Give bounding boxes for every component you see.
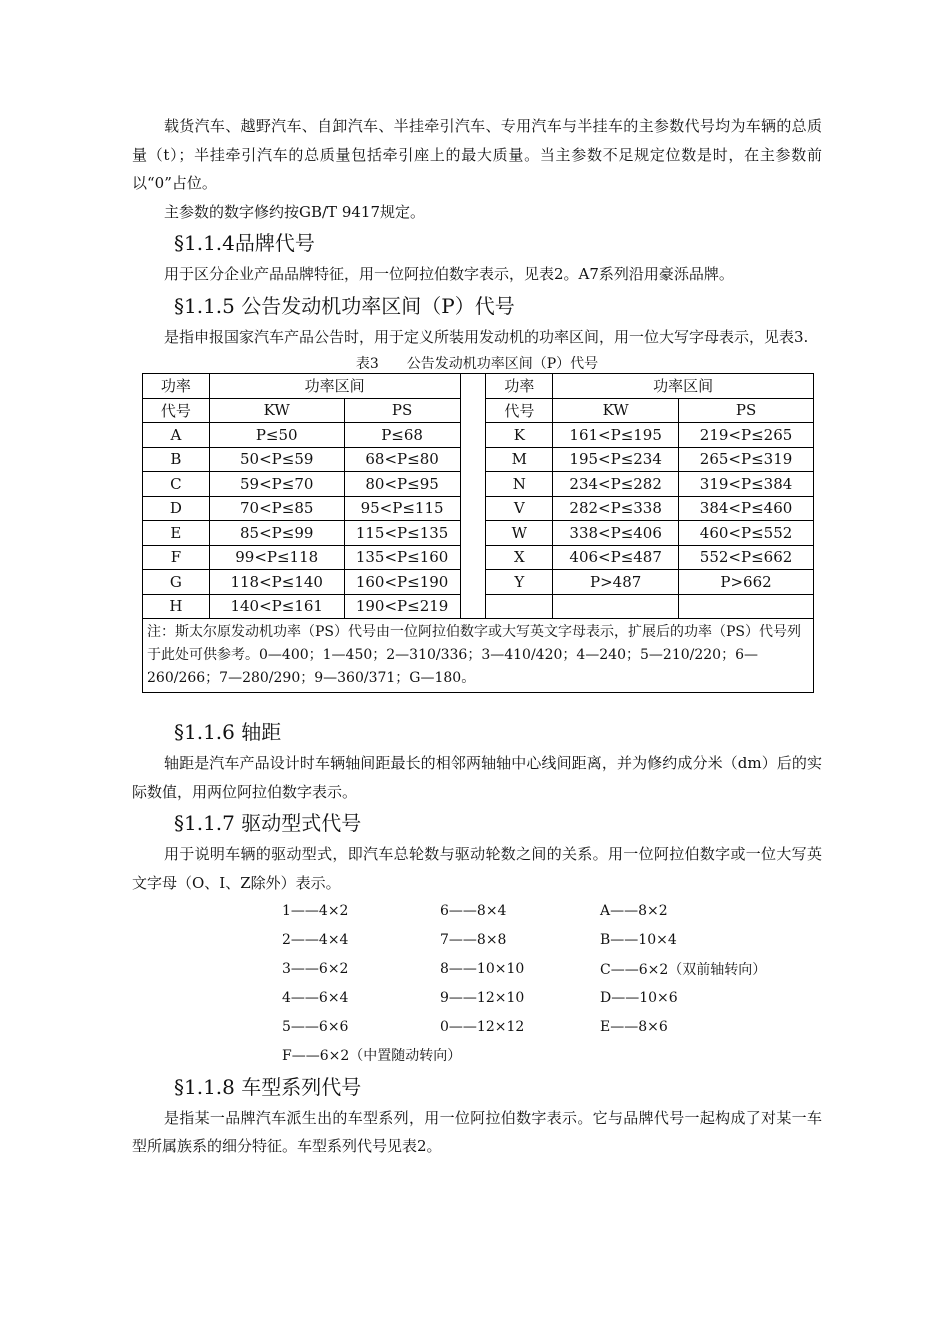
cell-ps: 319<P≤384	[679, 472, 814, 497]
drive-code: 1——4×2	[282, 903, 349, 920]
cell-ps: 265<P≤319	[679, 447, 814, 472]
cell-code: W	[486, 521, 553, 546]
list-item	[282, 955, 822, 984]
cell-kw: P≤50	[209, 423, 344, 448]
list-item	[282, 1012, 822, 1041]
cell-code: M	[486, 447, 553, 472]
cell-ps: 135<P≤160	[344, 545, 460, 570]
paragraph-power-range: 是指申报国家汽车产品公告时，用于定义所装用发动机的功率区间，用一位大写字母表示，见表3.	[164, 327, 809, 346]
drive-type-list	[282, 897, 822, 1070]
cell-kw: 118<P≤140	[209, 570, 344, 595]
header-range-right: 功率区间	[553, 374, 814, 399]
cell-kw: 85<P≤99	[209, 521, 344, 546]
cell-ps: 160<P≤190	[344, 570, 460, 595]
paragraph-series-code: 是指某一品牌汽车派生出的车型系列，用一位阿拉伯数字表示。它与品牌代号一起构成了对某一车型所属族系的细分特征。车型系列代号见表2。	[132, 1108, 822, 1156]
document-page	[132, 112, 822, 1161]
header-code-top-right: 功率	[486, 374, 553, 399]
list-item	[282, 897, 822, 926]
drive-code: 9——12×10	[440, 989, 525, 1006]
header-range: 功率区间	[209, 374, 460, 399]
cell-code: Y	[486, 570, 553, 595]
header-kw: KW	[209, 398, 344, 423]
drive-code: F——6×2（中置随动转向）	[282, 1048, 462, 1065]
cell-ps: 190<P≤219	[344, 594, 460, 619]
list-item	[282, 1041, 822, 1070]
cell-ps: 219<P≤265	[679, 423, 814, 448]
heading-1-1-6: §1.1.6 轴距	[174, 720, 282, 744]
cell-code: K	[486, 423, 553, 448]
header-code-bottom-right: 代号	[486, 398, 553, 423]
heading-1-1-7: §1.1.7 驱动型式代号	[174, 811, 362, 835]
cell-code: X	[486, 545, 553, 570]
cell-kw: 406<P≤487	[553, 545, 679, 570]
cell-code	[486, 594, 553, 619]
drive-code: 5——6×6	[282, 1018, 349, 1035]
cell-kw: 50<P≤59	[209, 447, 344, 472]
cell-code: F	[143, 545, 210, 570]
cell-ps: P>662	[679, 570, 814, 595]
list-item	[282, 926, 822, 955]
cell-code: N	[486, 472, 553, 497]
cell-kw: 338<P≤406	[553, 521, 679, 546]
header-code-top: 功率	[143, 374, 210, 399]
cell-code: V	[486, 496, 553, 521]
cell-ps: 68<P≤80	[344, 447, 460, 472]
cell-code: E	[143, 521, 210, 546]
header-ps-right: PS	[679, 398, 814, 423]
cell-kw: 234<P≤282	[553, 472, 679, 497]
heading-1-1-8: §1.1.8 车型系列代号	[174, 1074, 362, 1099]
cell-ps	[679, 594, 814, 619]
heading-1-1-5: §1.1.5 公告发动机功率区间（P）代号	[174, 293, 515, 318]
cell-ps: 384<P≤460	[679, 496, 814, 521]
header-kw-right: KW	[553, 398, 679, 423]
cell-ps: 95<P≤115	[344, 496, 460, 521]
list-item	[282, 983, 822, 1012]
drive-code: 0——12×12	[440, 1018, 525, 1035]
drive-code: D——10×6	[600, 989, 678, 1006]
cell-kw: 70<P≤85	[209, 496, 344, 521]
drive-code: 6——8×4	[440, 903, 507, 920]
table-caption: 表3 公告发动机功率区间（P）代号	[355, 356, 599, 372]
cell-ps: 80<P≤95	[344, 472, 460, 497]
cell-code: A	[143, 423, 210, 448]
table-gap	[460, 374, 486, 619]
cell-kw	[553, 594, 679, 619]
cell-code: H	[143, 594, 210, 619]
drive-code: 8——10×10	[440, 960, 525, 977]
cell-ps: 460<P≤552	[679, 521, 814, 546]
cell-kw: 140<P≤161	[209, 594, 344, 619]
drive-code: 3——6×2	[282, 960, 349, 977]
paragraph-drive-type: 用于说明车辆的驱动型式，即汽车总轮数与驱动轮数之间的关系。用一位阿拉伯数字或一位大写英文字母（O、I、Z除外）表示。	[132, 845, 822, 892]
header-code-bottom: 代号	[143, 398, 210, 423]
paragraph-brand-code: 用于区分企业产品品牌特征，用一位阿拉伯数字表示，见表2。A7系列沿用豪泺品牌。	[164, 265, 734, 283]
cell-code: B	[143, 447, 210, 472]
cell-kw: P>487	[553, 570, 679, 595]
drive-code: 2——4×4	[282, 932, 349, 949]
drive-code: B——10×4	[600, 932, 677, 949]
heading-1-1-4: §1.1.4品牌代号	[174, 231, 315, 255]
drive-code: C——6×2（双前轴转向）	[600, 961, 767, 978]
drive-code: A——8×2	[600, 903, 668, 920]
paragraph-rounding: 主参数的数字修约按GB/T 9417规定。	[164, 202, 426, 221]
cell-kw: 161<P≤195	[553, 423, 679, 448]
drive-code: E——8×6	[600, 1018, 668, 1035]
cell-ps: P≤68	[344, 423, 460, 448]
cell-ps: 115<P≤135	[344, 521, 460, 546]
paragraph-wheelbase: 轴距是汽车产品设计时车辆轴间距最长的相邻两轴轴中心线间距离，并为修约成分米（dm）后的实际数值，用两位阿拉伯数字表示。	[132, 754, 822, 801]
cell-code: D	[143, 496, 210, 521]
cell-ps: 552<P≤662	[679, 545, 814, 570]
cell-kw: 59<P≤70	[209, 472, 344, 497]
cell-kw: 282<P≤338	[553, 496, 679, 521]
table-note: 注：斯太尔原发动机功率（PS）代号由一位阿拉伯数字或大写英文字母表示，扩展后的功率（PS）代号列于此处可供参考。0—400；1—450；2—310/336；3—410/420；4—240；5—210/220；6—260/266；7—280/290；9—360/371；G—180。	[143, 619, 814, 693]
drive-code: 7——8×8	[440, 932, 507, 949]
power-range-table	[142, 373, 814, 693]
paragraph-main-parameter: 载货汽车、越野汽车、自卸汽车、半挂牵引汽车、专用汽车与半挂车的主参数代号均为车辆的总质量（t）；半挂牵引汽车的总质量包括牵引座上的最大质量。当主参数不足规定位数是时，在主参数前以“0”占位。	[132, 117, 822, 192]
cell-kw: 99<P≤118	[209, 545, 344, 570]
cell-code: C	[143, 472, 210, 497]
cell-kw: 195<P≤234	[553, 447, 679, 472]
header-ps: PS	[344, 398, 460, 423]
cell-code: G	[143, 570, 210, 595]
drive-code: 4——6×4	[282, 989, 349, 1006]
